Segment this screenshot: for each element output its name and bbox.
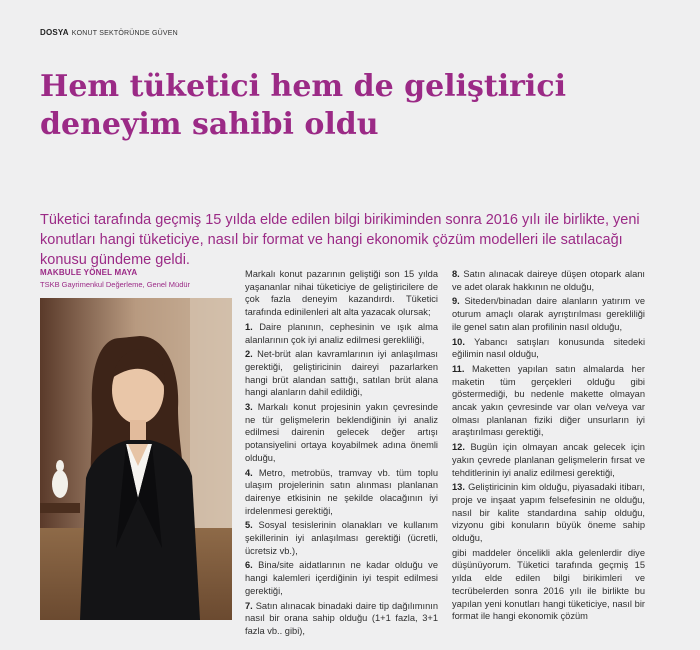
- list-item-number: 2.: [245, 349, 253, 360]
- list-item-number: 12.: [452, 442, 465, 453]
- list-item-text: Bugün için olmayan ancak gelecek için yakın çevrede planlanan gelişmelerin fırsat ve tehditlerinin iyi analiz edilmesi gerektiği,: [452, 442, 645, 478]
- list-item-text: Yabancı satışları konusunda sitedeki eğilimin nasıl olduğu,: [452, 336, 646, 360]
- list-item-text: Satın alınacak binadaki daire tip dağılımının nasıl bir orana sahip olduğu (1+1 fazla, 3+1 fazla vb.. gibi),: [245, 600, 438, 636]
- list-item-number: 13.: [452, 482, 465, 493]
- section-sublabel: KONUT SEKTÖRÜNDE GÜVEN: [71, 30, 178, 37]
- body-outro: gibi maddeler öncelikli akla gelenlerdir diye düşünüyorum. Tüketici tarafında geçmiş 15 yılda elde edilen bilgi birikimleri ve tecrübelerden sonra 2016 yılı ile birlikte bu yapılan yeni konutları hangi tüketiciye, nasıl bir format ile hangi ekonomik çözüm: [452, 547, 645, 622]
- list-item-text: Metro, metrobüs, tramvay vb. tüm toplu ulaşım projelerinin satın alınması planlanan dairenye etkisinin ne şekilde olacağının iyi irdelenmesi gerektiği,: [245, 467, 438, 516]
- list-item-text: Satın alınacak daireye düşen otopark alanı ve adet olarak hakkının ne olduğu,: [452, 269, 645, 292]
- list-item-number: 7.: [245, 600, 253, 611]
- list-item: [245, 401, 438, 465]
- list-item-text: Net-brüt alan kavramlarının iyi anlaşılması gerektiği, geliştiricinin daireyi pazarlarken hangi brüt alandan sattığı, satılan brüt alana hangi alanların dahil edildiği,: [245, 349, 438, 398]
- list-item: [245, 600, 438, 638]
- list-item: [245, 559, 438, 597]
- list-item: [452, 268, 645, 293]
- list-item-number: 4.: [245, 467, 253, 478]
- list-item-number: 3.: [245, 402, 253, 413]
- list-item: [452, 441, 645, 479]
- article-lead: Tüketici tarafında geçmiş 15 yılda elde edilen bilgi birikiminden sonra 2016 yılı ile birlikte, yeni konutları hangi tüketiciye, nasıl bir format ve hangi ekonomik çözüm modelleri ile satılacağı konusu gündeme geldi.: [40, 212, 640, 268]
- author-photo: [40, 298, 232, 620]
- list-item-number: 11.: [452, 363, 465, 374]
- list-item-number: 10.: [452, 336, 465, 347]
- list-item-text: Markalı konut projesinin yakın çevresinde ne tür gelişmelerin beklendiğinin iyi analiz edilmesi dairenin gelecek değer artışı potansiyelini ortaya koyabilmek adına önemli olduğu,: [245, 402, 438, 463]
- list-item: [245, 321, 438, 346]
- list-item: [245, 348, 438, 399]
- list-item-text: Maketten yapılan satın almalarda her maketin tüm gerçekleri olduğu gibi göstermediği, bu nedenle makette olmayan ancak yakın çevresinde var olan ve/veya var olması planlanan fiziki diğer unsurların iyi araştırılması gerektiği,: [452, 363, 645, 438]
- list-item-number: 8.: [452, 269, 460, 279]
- list-item: [245, 467, 438, 518]
- list-item-number: 1.: [245, 321, 253, 332]
- list-item-number: 5.: [245, 520, 253, 531]
- list-item: [452, 481, 645, 545]
- article-title: Hem tüketici hem de geliştirici deneyim sahibi oldu: [40, 69, 566, 142]
- body-column-2: [452, 268, 645, 623]
- list-item-text: Daire planının, cephesinin ve ışık alma alanlarının çok iyi analiz edilmesi gerekliliği,: [245, 321, 438, 345]
- section-label: DOSYA: [40, 28, 69, 37]
- list-item: [452, 336, 645, 361]
- author-role: TSKB Gayrimenkul Değerleme, Genel Müdür: [40, 280, 191, 289]
- body-intro: Markalı konut pazarının geliştiği son 15 yılda yaşananlar nihai tüketiciye de geliştiricilere de çok fazla deneyim kazandırdı. Tüketici tarafında edinilenleri alt alta yazacak olursak;: [245, 269, 438, 318]
- list-item-text: Sosyal tesislerinin olanakları ve kullanım şekillerinin iyi anlaşılması gerektiği (ücretli, ücretsiz vb.),: [245, 520, 438, 556]
- author-block: [40, 268, 190, 289]
- section-header: [40, 28, 178, 37]
- list-item-text: Siteden/binadan daire alanların yatırım ve oturum amaçlı olarak ayrıştırılması gerekliliği ile genel satın alan profilinin nasıl olduğu,: [452, 296, 645, 332]
- list-item-number: 9.: [452, 296, 460, 307]
- list-item-text: Geliştiricinin kim olduğu, piyasadaki itibarı, proje ve inşaat yapım felsefesinin ne olduğu, nasıl bir kalite standardına sahip olduğu, vizyonu gibi konuların büyük öneme sahip olduğu,: [452, 482, 645, 544]
- body-column-1: [245, 268, 438, 638]
- list-item: [452, 363, 645, 439]
- list-item-text: Bina/site aidatlarının ne kadar olduğu ve hangi kalemleri içerdiğinin iyi tespit edilmesi gerektiği,: [245, 560, 438, 596]
- author-name: MAKBULE YÖNEL MAYA: [40, 268, 138, 277]
- list-item: [452, 295, 645, 333]
- author-portrait-image: [40, 298, 232, 620]
- list-item: [245, 519, 438, 557]
- list-item-number: 6.: [245, 560, 253, 571]
